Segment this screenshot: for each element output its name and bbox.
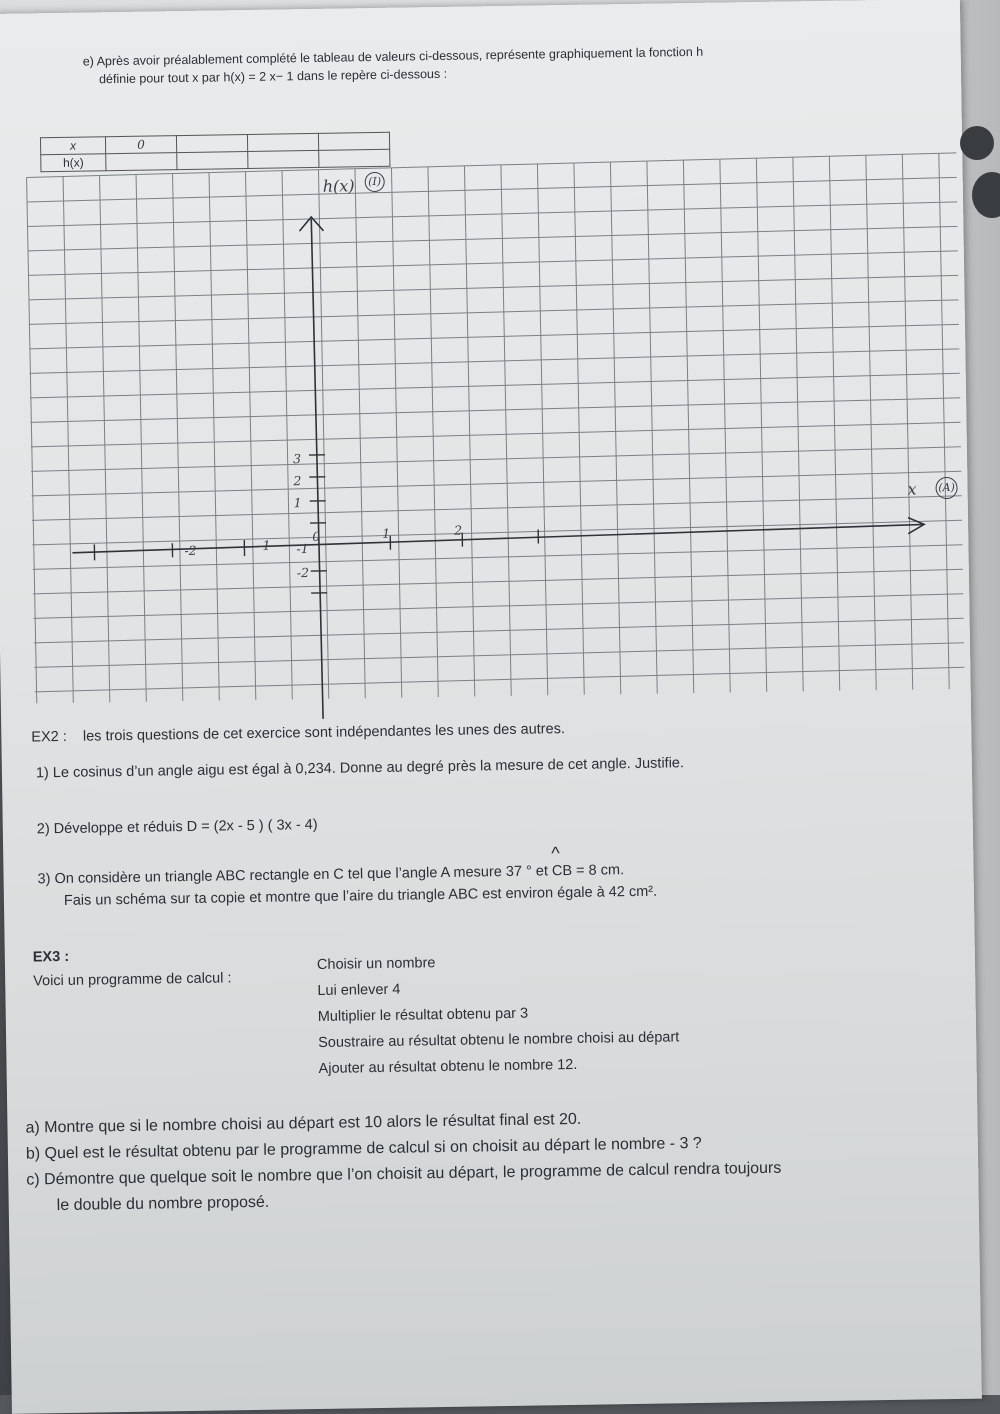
grid-line-horizontal bbox=[31, 447, 961, 472]
grid-line-horizontal bbox=[27, 202, 957, 227]
grid-line-horizontal bbox=[34, 643, 964, 668]
ex3-step-2: Lui enlever 4 bbox=[317, 982, 400, 999]
x-tick-label-minus1: -1 bbox=[258, 538, 270, 553]
y-tick-label-2: 2 bbox=[293, 473, 301, 488]
x-tick-label-minus2: -2 bbox=[184, 543, 196, 558]
ex3-step-3: Multiplier le résultat obtenu par 3 bbox=[318, 1006, 529, 1025]
grid-line-horizontal bbox=[30, 398, 960, 423]
x-axis-mark: (A) bbox=[938, 481, 955, 494]
ex2-title-text: EX2 : bbox=[31, 729, 67, 746]
x-axis bbox=[72, 517, 924, 552]
grid-line-vertical bbox=[63, 176, 73, 702]
grid-line-vertical bbox=[501, 165, 511, 696]
grid-line-horizontal bbox=[32, 496, 962, 521]
ex2-question-1: 1) Le cosinus d’un angle aigu est égal à 0,234. Donne au degré près la mesure de cet angle. Justifie. bbox=[36, 755, 684, 781]
grid-line-horizontal bbox=[32, 520, 962, 545]
y-tick-label-minus2: -2 bbox=[297, 565, 309, 580]
table-cell-x-label: x bbox=[40, 137, 105, 155]
x-tick-label-0: 0 bbox=[312, 529, 320, 544]
grid-line-vertical bbox=[793, 157, 803, 691]
grid-line-vertical bbox=[209, 173, 219, 701]
coordinate-grid bbox=[26, 149, 975, 724]
y-axis-mark: (I) bbox=[368, 175, 381, 188]
grid-line-vertical bbox=[720, 159, 730, 692]
grid-line-vertical bbox=[391, 168, 401, 698]
grid-line-vertical bbox=[537, 164, 547, 695]
grid-line-horizontal bbox=[31, 422, 961, 447]
ex2-question-3-line1: 3) On considère un triangle ABC rectangle en C tel que l’angle A mesure 37 ° et CB = 8 cm. bbox=[37, 862, 624, 887]
y-axis-label: h(x) bbox=[323, 176, 355, 195]
grid-line-horizontal bbox=[33, 594, 963, 619]
grid-line-vertical bbox=[902, 154, 912, 689]
grid-line-horizontal bbox=[27, 177, 957, 202]
grid-line-horizontal bbox=[30, 373, 960, 398]
grid-lines bbox=[26, 153, 964, 704]
part-e-line1: e) Après avoir préalablement complété le tableau de valeurs ci-dessous, représente graphiquement la fonction h bbox=[83, 45, 704, 69]
ex2-title bbox=[31, 721, 565, 745]
x-tick-label-2: 2 bbox=[454, 523, 462, 538]
x-tick-label-1: 1 bbox=[382, 526, 390, 541]
grid-line-vertical bbox=[173, 174, 183, 702]
grid-line-vertical bbox=[136, 175, 146, 702]
grid-line-horizontal bbox=[34, 618, 964, 643]
part-e-line2: définie pour tout x par h(x) = 2 x− 1 dans le repère ci-dessous : bbox=[99, 67, 447, 86]
ex3-step-1: Choisir un nombre bbox=[317, 955, 436, 973]
grid-line-vertical bbox=[428, 167, 438, 697]
grid-line-horizontal bbox=[28, 275, 958, 300]
grid-line-vertical bbox=[756, 158, 766, 692]
grid-line-vertical bbox=[100, 175, 110, 702]
ex3-step-5: Ajouter au résultat obtenu le nombre 12. bbox=[318, 1057, 577, 1077]
ex3-question-c-line2: le double du nombre proposé. bbox=[57, 1194, 270, 1215]
binder-hole bbox=[960, 126, 994, 160]
ex2-question-3-line2: Fais un schéma sur ta copie et montre que l’aire du triangle ABC est environ égale à 42 cm². bbox=[64, 884, 657, 909]
grid-line-horizontal bbox=[28, 226, 958, 251]
ex3-title: EX3 : bbox=[33, 949, 70, 966]
grid-line-vertical bbox=[939, 153, 949, 689]
grid-line-vertical bbox=[829, 156, 839, 691]
grid-line-vertical bbox=[574, 163, 584, 695]
table-cell-hx-label: h(x) bbox=[41, 154, 106, 172]
table-cell bbox=[318, 132, 389, 150]
grid-line-horizontal bbox=[29, 349, 959, 374]
grid-line-vertical bbox=[610, 162, 620, 694]
grid-line-horizontal bbox=[31, 471, 961, 496]
grid-line-horizontal bbox=[33, 569, 963, 594]
ex3-question-a: a) Montre que si le nombre choisi au départ est 10 alors le résultat final est 20. bbox=[25, 1111, 581, 1138]
grid-line-horizontal bbox=[29, 300, 959, 325]
table-cell bbox=[247, 133, 318, 151]
grid-line-vertical bbox=[866, 155, 876, 690]
y-tick-label-1: 1 bbox=[294, 495, 302, 510]
grid-line-vertical bbox=[355, 169, 365, 698]
grid-line-vertical bbox=[464, 166, 474, 697]
ex3-question-c-line1: c) Démontre que quelque soit le nombre que l’on choisit au départ, le programme de calcul rendra toujours bbox=[26, 1160, 781, 1190]
ex2-question-2: 2) Développe et réduis D = (2x - 5 ) ( 3x - 4) bbox=[37, 817, 318, 837]
grid-line-vertical bbox=[647, 161, 657, 694]
grid-line-horizontal bbox=[34, 667, 964, 692]
y-tick-label-3: 3 bbox=[293, 451, 301, 466]
ex3-question-b: b) Quel est le résultat obtenu par le programme de calcul si on choisit au départ le nombre - 3 ? bbox=[26, 1135, 702, 1164]
table-cell bbox=[176, 134, 247, 152]
ex3-intro: Voici un programme de calcul : bbox=[33, 970, 231, 989]
angle-hat-mark: ^ bbox=[551, 843, 560, 864]
grid-line-horizontal bbox=[28, 251, 958, 276]
grid-line-vertical bbox=[282, 171, 292, 700]
table-cell-x-value: 0 bbox=[105, 136, 176, 154]
x-axis-label: x bbox=[907, 480, 916, 499]
y-tick-label-minus1: -1 bbox=[296, 541, 308, 556]
ex2-intro: les trois questions de cet exercice sont indépendantes les unes des autres. bbox=[83, 721, 565, 745]
grid-line-vertical bbox=[246, 172, 256, 700]
grid-line-vertical bbox=[683, 160, 693, 693]
grid-line-vertical bbox=[27, 177, 37, 703]
ex3-step-4: Soustraire au résultat obtenu le nombre choisi au départ bbox=[318, 1029, 679, 1051]
grid-line-horizontal bbox=[29, 324, 959, 349]
